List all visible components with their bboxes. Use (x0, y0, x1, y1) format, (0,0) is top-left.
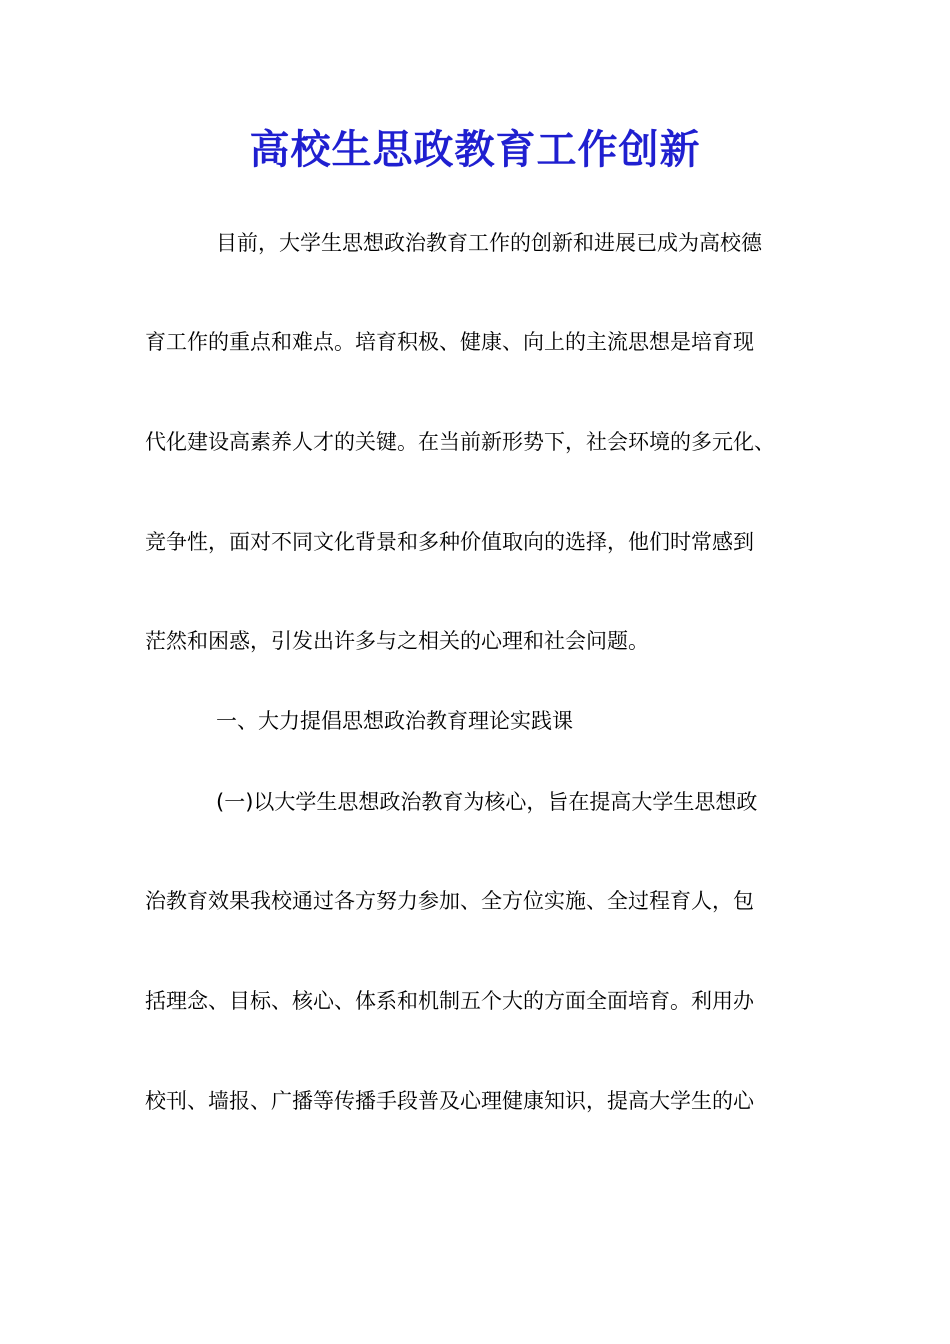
paragraph-1-line-3: 代化建设高素养人才的关键。在当前新形势下，社会环境的多元化、 (145, 430, 775, 454)
paragraph-2-line-2: 治教育效果我校通过各方努力参加、全方位实施、全过程育人，包 (145, 889, 754, 913)
document-title: 高校生思政教育工作创新 (249, 126, 701, 173)
paragraph-1-line-5: 茫然和困惑，引发出许多与之相关的心理和社会问题。 (145, 629, 649, 653)
paragraph-1-line-2: 育工作的重点和难点。培育积极、健康、向上的主流思想是培育现 (145, 330, 754, 354)
paragraph-1-line-4: 竞争性，面对不同文化背景和多种价值取向的选择，他们时常感到 (145, 530, 754, 554)
paragraph-2-line-4: 校刊、墙报、广播等传播手段普及心理健康知识，提高大学生的心 (145, 1089, 754, 1113)
section-heading-1: 一、大力提倡思想政治教育理论实践课 (216, 709, 573, 733)
paragraph-2-line-3: 括理念、目标、核心、体系和机制五个大的方面全面培育。利用办 (145, 989, 754, 1013)
paragraph-1-line-1: 目前，大学生思想政治教育工作的创新和进展已成为高校德 (216, 231, 762, 255)
paragraph-2-line-1: (一)以大学生思想政治教育为核心，旨在提高大学生思想政 (216, 790, 758, 814)
